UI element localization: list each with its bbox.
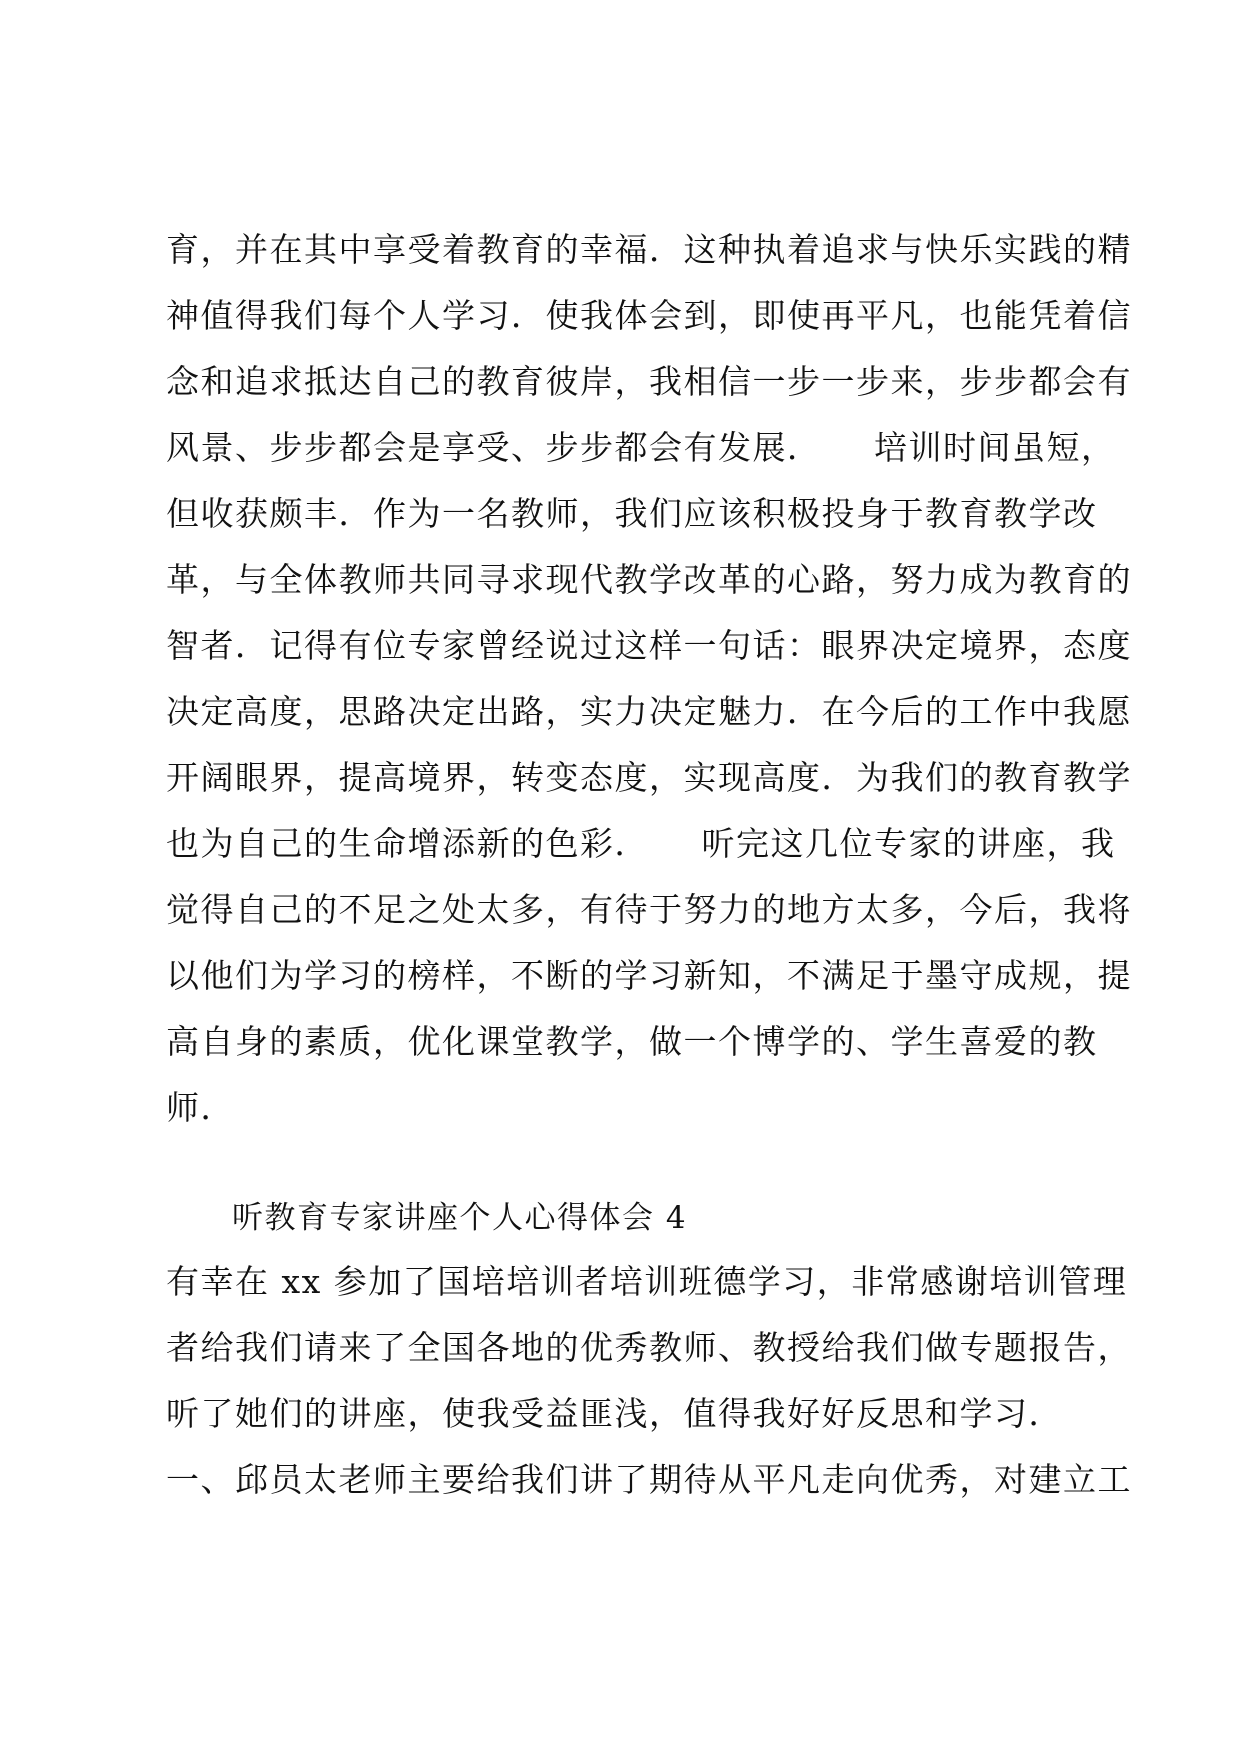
paragraph-2-line-2: 者给我们请来了全国各地的优秀教师、教授给我们做专题报告， bbox=[166, 1328, 1132, 1367]
paragraph-1-line-9: 开阔眼界，提高境界，转变态度，实现高度．为我们的教育教学 bbox=[166, 758, 1132, 797]
paragraph-1-line-5: 但收获颇丰．作为一名教师，我们应该积极投身于教育教学改 bbox=[166, 494, 1098, 533]
paragraph-1-line-12: 以他们为学习的榜样，不断的学习新知，不满足于墨守成规，提 bbox=[166, 956, 1132, 995]
paragraph-2-line-3: 听了她们的讲座，使我受益匪浅，值得我好好反思和学习． bbox=[166, 1394, 1063, 1433]
paragraph-1-line-14: 师． bbox=[166, 1088, 235, 1127]
paragraph-1-line-6: 革，与全体教师共同寻求现代教学改革的心路，努力成为教育的 bbox=[166, 560, 1132, 599]
paragraph-1-line-2: 神值得我们每个人学习．使我体会到，即使再平凡，也能凭着信 bbox=[166, 296, 1132, 335]
paragraph-2-line-1: 有幸在 xx 参加了国培培训者培训班德学习，非常感谢培训管理 bbox=[166, 1262, 1128, 1301]
paragraph-1-line-10: 也为自己的生命增添新的色彩． 听完这几位专家的讲座，我 bbox=[166, 824, 1116, 863]
paragraph-1-line-1: 育，并在其中享受着教育的幸福．这种执着追求与快乐实践的精 bbox=[166, 230, 1132, 269]
paragraph-2-line-4: 一、邱员太老师主要给我们讲了期待从平凡走向优秀，对建立工 bbox=[166, 1460, 1132, 1499]
section-heading: 听教育专家讲座个人心得体会 4 bbox=[232, 1200, 688, 1236]
paragraph-1-line-7: 智者．记得有位专家曾经说过这样一句话：眼界决定境界，态度 bbox=[166, 626, 1132, 665]
paragraph-1-line-13: 高自身的素质，优化课堂教学，做一个博学的、学生喜爱的教 bbox=[166, 1022, 1098, 1061]
paragraph-1-line-3: 念和追求抵达自己的教育彼岸，我相信一步一步来，步步都会有 bbox=[166, 362, 1132, 401]
paragraph-1-line-4: 风景、步步都会是享受、步步都会有发展． 培训时间虽短， bbox=[166, 428, 1116, 467]
paragraph-1-line-11: 觉得自己的不足之处太多，有待于努力的地方太多，今后，我将 bbox=[166, 890, 1132, 929]
paragraph-1-line-8: 决定高度，思路决定出路，实力决定魅力．在今后的工作中我愿 bbox=[166, 692, 1132, 731]
